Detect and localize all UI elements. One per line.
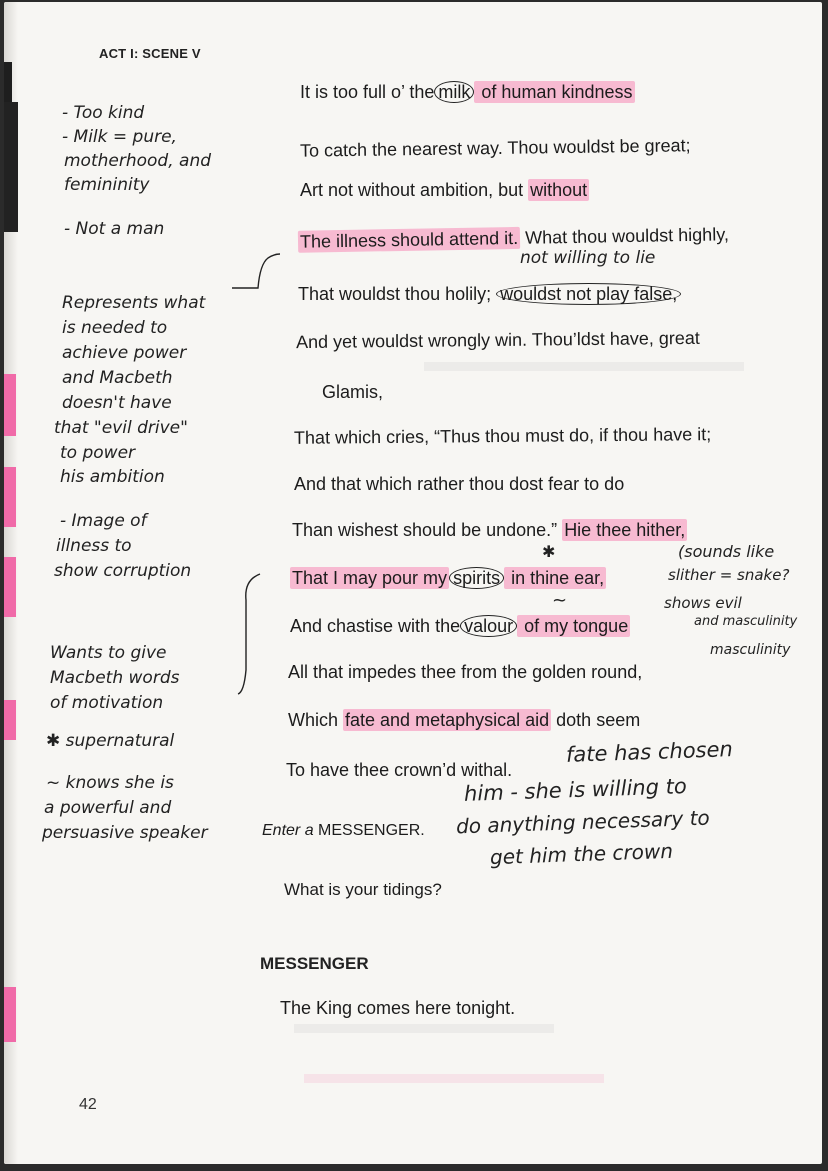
speaker-name: MESSENGER	[260, 954, 369, 973]
highlight: without	[530, 180, 588, 200]
play-line: Than wishest should be undone.” Hie thee hither,	[292, 520, 686, 540]
margin-note: achieve power	[62, 343, 187, 363]
bleed-through	[294, 1024, 554, 1033]
margin-note: to power	[60, 443, 136, 463]
margin-note: and Macbeth	[62, 368, 173, 388]
play-line	[290, 568, 606, 589]
tilde-mark: ~	[552, 590, 568, 611]
handwritten-note: and masculinity	[694, 614, 798, 629]
sticky-tab	[4, 467, 16, 527]
highlight: Hie thee hither,	[564, 520, 686, 540]
circled-word: valour	[460, 615, 517, 637]
play-line: And yet wouldst wrongly win. Thou’ldst have, great	[295, 327, 700, 353]
margin-note: a powerful and	[44, 798, 172, 818]
highlight: fate and metaphysical aid	[345, 710, 550, 730]
highlight: of human kindness	[476, 82, 633, 102]
play-line: It is too full o’ the milk of human kindness	[300, 82, 633, 102]
page-number: 42	[79, 1096, 97, 1113]
play-line: The illness should attend it. What thou wouldst highly,	[298, 224, 729, 253]
handwritten-note: (sounds like	[678, 542, 775, 561]
play-line: All that impedes thee from the golden round,	[288, 662, 643, 682]
play-line: And that which rather thou dost fear to do	[294, 474, 625, 494]
sticky-tab	[4, 987, 16, 1042]
handwritten-note: fate has chosen	[565, 737, 734, 767]
sticky-tab	[4, 374, 16, 436]
play-line: Art not without ambition, but without	[300, 180, 588, 200]
page-header: ACT I: SCENE V	[99, 46, 201, 61]
handwritten-note: do anything necessary to	[455, 805, 711, 839]
margin-note: - Not a man	[64, 219, 165, 239]
margin-note: illness to	[56, 536, 132, 556]
sticky-tab	[4, 700, 16, 740]
connector-line	[230, 242, 290, 302]
margin-note: his ambition	[60, 467, 165, 487]
play-line: That which cries, “Thus thou must do, if thou have it;	[293, 424, 712, 448]
stage-direction: Enter a MESSENGER.	[262, 822, 425, 839]
highlight: in thine ear,	[506, 568, 605, 588]
margin-note: of motivation	[50, 693, 164, 713]
sticky-tab	[4, 557, 16, 617]
bleed-through	[424, 362, 744, 371]
play-line: That wouldst thou holily; wouldst not play false,	[298, 284, 681, 305]
play-line: And chastise with the valour of my tongue	[290, 616, 629, 636]
margin-note: Represents what	[62, 293, 206, 313]
margin-note: show corruption	[54, 561, 192, 581]
margin-note: Wants to give	[50, 643, 167, 663]
margin-note: persuasive speaker	[42, 823, 208, 843]
margin-note: doesn't have	[62, 393, 172, 413]
book-page	[4, 2, 822, 1164]
play-line: To catch the nearest way. Thou wouldst be great;	[299, 135, 691, 161]
play-line: What is your tidings?	[284, 880, 442, 899]
margin-note: motherhood, and	[64, 151, 212, 171]
highlight: of my tongue	[519, 616, 629, 636]
play-line: Which fate and metaphysical aid doth seem	[288, 710, 641, 730]
handwritten-note: not willing to lie	[520, 248, 656, 268]
margin-note: ~ knows she is	[46, 773, 174, 793]
play-line: The King comes here tonight.	[280, 998, 516, 1018]
margin-note: Macbeth words	[50, 668, 180, 688]
handwritten-note: get him the crown	[489, 838, 674, 870]
margin-note: that "evil drive"	[54, 418, 188, 438]
margin-note: is needed to	[62, 318, 168, 338]
margin-note: ✱ supernatural	[46, 731, 175, 751]
bracket-line	[236, 570, 276, 710]
play-line: To have thee crown’d withal.	[286, 760, 513, 780]
circled-word: milk	[434, 81, 474, 103]
circled-phrase: wouldst not play false,	[496, 283, 681, 305]
bleed-through	[304, 1074, 604, 1083]
circled-word: spirits	[449, 567, 504, 589]
asterisk-mark: ✱	[542, 542, 556, 561]
handwritten-note: shows evil	[664, 594, 742, 612]
handwritten-note: masculinity	[710, 642, 791, 658]
highlight: The illness should attend it.	[298, 227, 520, 253]
handwritten-note: slither = snake?	[668, 566, 790, 584]
highlight: That I may pour my	[292, 568, 448, 588]
margin-note: - Too kind	[62, 103, 145, 123]
margin-note: femininity	[64, 175, 150, 195]
handwritten-note: him - she is willing to	[463, 774, 688, 806]
play-line: Glamis,	[322, 382, 384, 402]
margin-note: - Milk = pure,	[62, 127, 177, 147]
margin-note: - Image of	[60, 511, 147, 531]
spine-shadow	[4, 102, 18, 232]
